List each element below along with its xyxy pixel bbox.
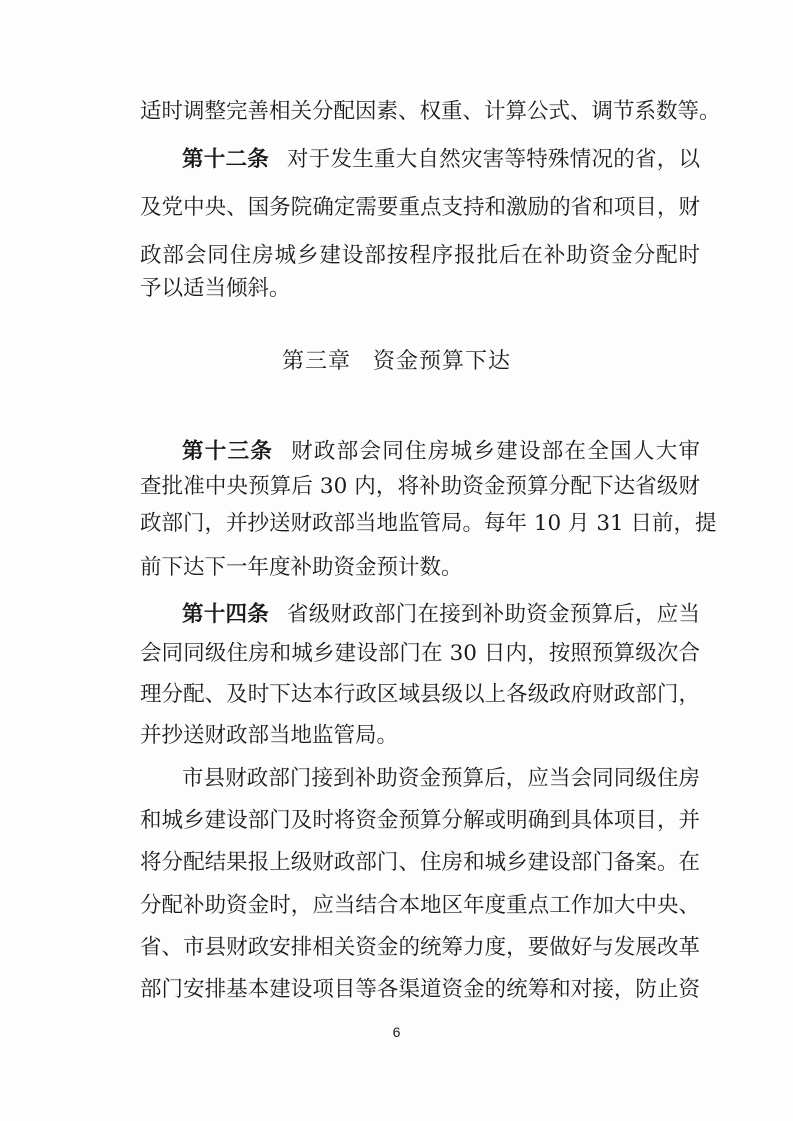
text-line: 将分配结果报上级财政部门、住房和城乡建设部门备案。在 — [140, 850, 700, 875]
article-heading: 第十三条 — [182, 439, 274, 464]
page-number: 6 — [392, 1024, 401, 1040]
text-line: 予以适当倾斜。 — [140, 276, 291, 301]
text-line: 市县财政部门接到补助资金预算后，应当会同同级住房 — [182, 766, 700, 791]
text-line: 并抄送财政部当地监管局。 — [140, 723, 399, 748]
article-13-line-1 — [182, 437, 700, 467]
text-line: 部门安排基本建设项目等各渠道资金的统筹和对接，防止资 — [140, 977, 700, 1002]
text-line: 政部会同住房城乡建设部按程序报批后在补助资金分配时 — [140, 243, 700, 268]
text-line: 政部门，并抄送财政部当地监管局。每年 10 月 31 日前，提 — [140, 511, 717, 536]
chapter-title: 资金预算下达 — [373, 349, 512, 374]
text-span: 省级财政部门在接到补助资金预算后，应当 — [287, 602, 700, 627]
text-span: 对于发生重大自然灾害等特殊情况的省，以 — [287, 147, 700, 172]
article-12-line-1 — [182, 145, 700, 175]
text-line: 理分配、及时下达本行政区域县级以上各级政府财政部门， — [140, 682, 700, 707]
text-line: 及党中央、国务院确定需要重点支持和激励的省和项目，财 — [140, 195, 700, 220]
text-line: 和城乡建设部门及时将资金预算分解或明确到具体项目，并 — [140, 808, 700, 833]
text-line: 省、市县财政安排相关资金的统筹力度，要做好与发展改革 — [140, 935, 700, 960]
text-line: 分配补助资金时，应当结合本地区年度重点工作加大中央、 — [140, 893, 700, 918]
chapter-heading — [0, 347, 793, 377]
text-line: 会同同级住房和城乡建设部门在 30 日内，按照预算级次合 — [140, 641, 700, 666]
article-14-line-1 — [182, 600, 700, 630]
text-span: 财政部会同住房城乡建设部在全国人大审 — [291, 439, 700, 464]
text-line: 查批准中央预算后 30 内，将补助资金预算分配下达省级财 — [140, 474, 700, 499]
chapter-number: 第三章 — [281, 349, 351, 374]
article-heading: 第十四条 — [182, 602, 269, 627]
text-line: 前下达下一年度补助资金预计数。 — [140, 555, 463, 580]
article-heading: 第十二条 — [182, 147, 269, 172]
text-line: 适时调整完善相关分配因素、权重、计算公式、调节系数等。 — [140, 99, 721, 124]
